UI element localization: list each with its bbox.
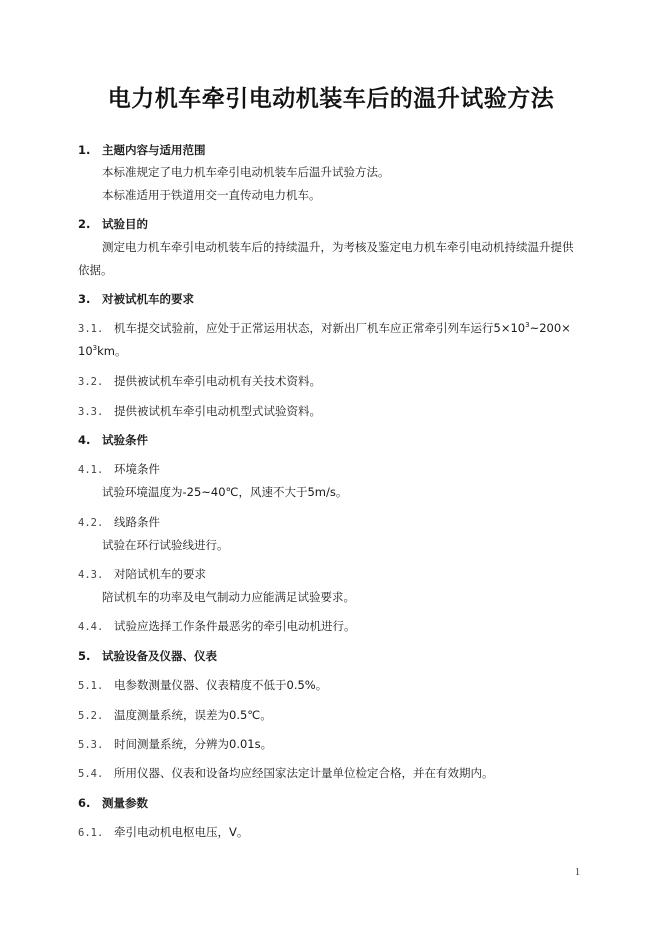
item-4-3 [78,567,206,582]
document-title: 电力机车牵引电动机装车后的温升试验方法 [107,86,555,112]
section-1-paragraph-1: 本标准规定了电力机车牵引电动机装车后温升试验方法。 [102,165,390,179]
section-2-heading [78,217,148,231]
section-2-title: 试验目的 [102,217,148,231]
item-4-1-number: 4.1. [78,464,104,476]
section-2-paragraph-1: 测定电力机车牵引电动机装车后的持续温升，为考核及鉴定电力机车牵引电动机持续温升提供 [102,240,574,254]
item-5-3 [78,737,272,752]
item-5-1-number: 5.1. [78,680,104,692]
section-4-number: 4. [78,433,91,447]
item-4-4-number: 4.4. [78,621,104,633]
section-1-heading [78,143,206,157]
item-3-1-tail: ~200× [529,321,571,335]
item-5-1 [78,678,327,693]
item-3-1-cont-tail: km。 [97,344,127,358]
section-2-paragraph-1-cont: 依据。 [78,263,113,277]
item-3-1-cont [78,344,126,358]
section-1-number: 1. [78,143,91,157]
section-5-title: 试验设备及仪器、仪表 [102,649,217,663]
item-4-2-text: 线路条件 [114,515,160,529]
item-5-1-text: 电参数测量仪器、仪表精度不低于0.5%。 [114,678,328,692]
section-4-heading [78,433,148,447]
section-3-title: 对被试机车的要求 [102,292,194,306]
section-5-heading [78,649,217,663]
item-6-1-number: 6.1. [78,827,104,839]
item-6-1 [78,825,248,840]
item-4-4 [78,619,356,634]
section-1-title: 主题内容与适用范围 [102,143,206,157]
item-4-1-text: 环境条件 [114,462,160,476]
item-4-3-paragraph: 陪试机车的功率及电气制动力应能满足试验要求。 [102,590,355,604]
item-4-3-number: 4.3. [78,569,104,581]
item-3-2 [78,374,321,389]
item-5-2-text: 温度测量系统，误差为0.5℃。 [114,708,272,722]
section-5-number: 5. [78,649,91,663]
item-4-2-number: 4.2. [78,517,104,529]
item-6-1-text: 牵引电动机电枢电压，V。 [114,825,249,839]
item-5-3-number: 5.3. [78,739,104,751]
section-4-title: 试验条件 [102,433,148,447]
section-6-number: 6. [78,796,91,810]
item-3-2-text: 提供被试机车牵引电动机有关技术资料。 [114,374,321,388]
item-3-1 [78,321,571,336]
item-5-2 [78,708,272,723]
item-5-4 [78,766,494,781]
item-4-1-paragraph: 试验环境温度为-25~40℃，风速不大于5m/s。 [102,485,348,499]
item-4-3-text: 对陪试机车的要求 [114,567,206,581]
section-2-number: 2. [78,217,91,231]
section-3-heading [78,292,194,306]
section-1-paragraph-2: 本标准适用于铁道用交一直传动电力机车。 [102,188,321,202]
item-3-3-text: 提供被试机车牵引电动机型式试验资料。 [114,404,321,418]
item-3-1-number: 3.1. [78,323,104,335]
item-4-2-paragraph: 试验在环行试验线进行。 [102,538,229,552]
item-4-2 [78,515,160,530]
page-number: 1 [575,867,580,878]
section-3-number: 3. [78,292,91,306]
section-6-title: 测量参数 [102,796,148,810]
item-5-3-text: 时间测量系统，分辨为0.01s。 [114,737,273,751]
item-3-3 [78,404,321,419]
item-3-1-sup: 3 [525,321,530,330]
section-6-heading [78,796,148,810]
item-5-4-number: 5.4. [78,768,104,780]
item-3-2-number: 3.2. [78,376,104,388]
item-3-1-cont-sup: 3 [92,344,98,353]
item-4-4-text: 试验应选择工作条件最恶劣的牵引电动机进行。 [114,619,356,633]
item-5-2-number: 5.2. [78,710,104,722]
item-4-1 [78,462,160,477]
item-3-3-number: 3.3. [78,406,104,418]
item-3-1-cont-text: 10 [78,344,93,358]
item-5-4-text: 所用仪器、仪表和设备均应经国家法定计量单位检定合格，并在有效期内。 [114,766,494,780]
item-3-1-text: 机车提交试验前，应处于正常运用状态，对新出厂机车应正常牵引列车运行5×10 [114,321,526,335]
